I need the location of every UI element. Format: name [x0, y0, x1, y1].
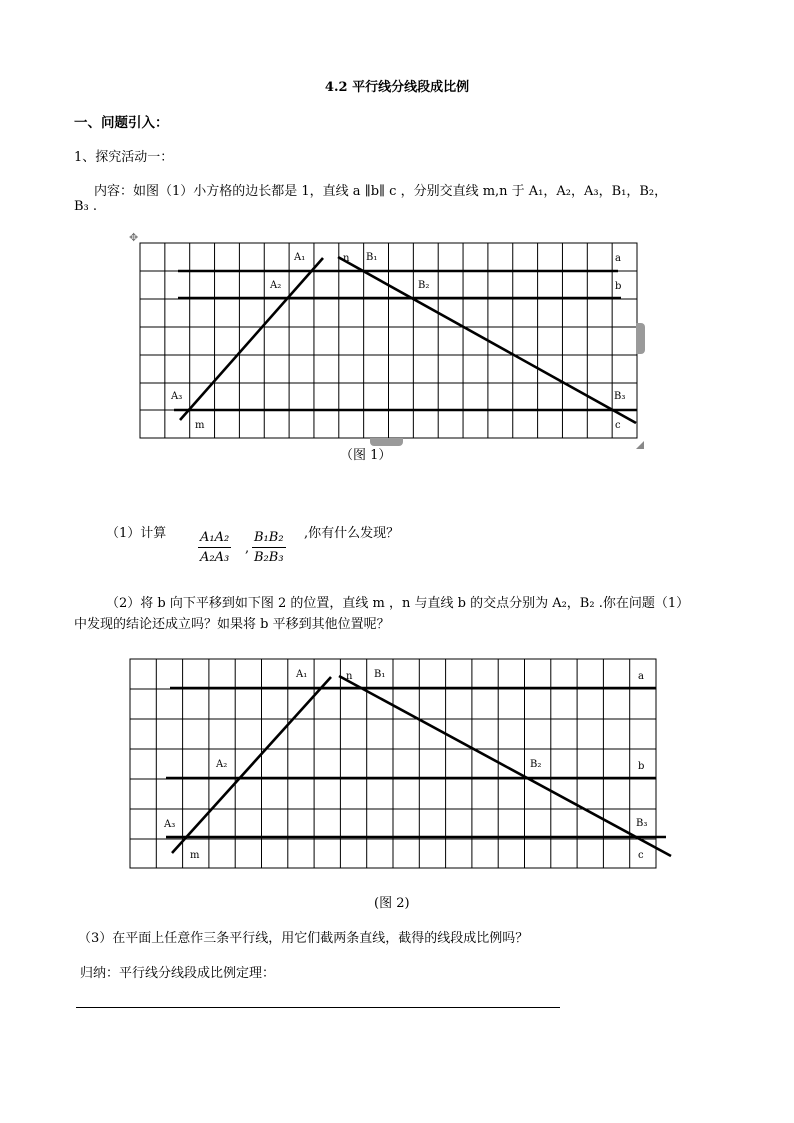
question-2-line2: 中发现的结论还成立吗？如果将 b 平移到其他位置呢？	[74, 617, 390, 632]
fig2-label-a: a	[638, 671, 644, 682]
fig2-line-n	[339, 676, 671, 856]
move-handle-icon[interactable]: ✥	[129, 231, 139, 244]
question-1-prefix: （1）计算	[106, 526, 167, 541]
fig1-label-a: a	[615, 253, 621, 264]
fig2-label-B3: B₃	[636, 818, 648, 829]
fig2-label-B2: B₂	[530, 759, 542, 770]
question-1-suffix: ,你有什么发现？	[304, 526, 400, 541]
section-heading: 一、问题引入：	[74, 115, 169, 131]
question-3: （3）在平面上任意作三条平行线，用它们截两条直线，截得的线段成比例吗？	[78, 931, 529, 946]
fraction-b-ratio	[252, 530, 286, 565]
fig1-line-n	[338, 257, 636, 423]
fig1-label-A2: A₂	[270, 280, 282, 291]
fig2-line-m	[172, 677, 331, 853]
fig2-label-m: m	[190, 850, 200, 861]
fig1-line-m	[180, 258, 323, 420]
activity-heading: 1、探究活动一：	[74, 150, 174, 165]
fraction-b-numerator: B₁B₂	[252, 530, 286, 548]
fraction-separator: ,	[245, 541, 250, 556]
fig2-label-n: n	[346, 671, 353, 682]
answer-blank-line	[76, 1007, 560, 1008]
fraction-a-denominator: A₂A₃	[200, 550, 230, 565]
fig2-label-A1: A₁	[296, 669, 308, 680]
fig1-label-B3: B₃	[614, 391, 626, 402]
fig1-label-B1: B₁	[366, 252, 378, 263]
content-paragraph-line2: B₃ .	[74, 199, 98, 214]
fig1-label-m: m	[195, 420, 205, 431]
resize-corner-icon[interactable]	[636, 441, 644, 449]
question-2-line1: （2）将 b 向下平移到如下图 2 的位置，直线 m ，n 与直线 b 的交点分别为 A₂，B₂ .你在问题（1）	[106, 596, 690, 611]
figure-1-grid	[0, 0, 794, 470]
figure-2-caption: (图 2)	[374, 896, 410, 911]
content-paragraph-line1: 内容：如图（1）小方格的边长都是 1，直线 a ∥b∥ c ，分别交直线 m,n 于 A₁，A₂，A₃，B₁，B₂，	[94, 184, 668, 199]
fig2-label-A2: A₂	[216, 759, 228, 770]
fig1-label-b: b	[615, 281, 622, 292]
fig2-label-B1: B₁	[374, 669, 386, 680]
resize-right-handle-icon[interactable]	[636, 323, 645, 354]
fig2-label-b: b	[638, 761, 645, 772]
fraction-b-denominator: B₂B₃	[254, 550, 284, 565]
fig1-label-A3: A₃	[171, 391, 183, 402]
figure-2-grid	[0, 640, 794, 880]
figure-1-caption: （图 1）	[340, 448, 392, 463]
fig1-label-A1: A₁	[294, 252, 306, 263]
fig1-label-c: c	[615, 420, 621, 431]
summary-heading: 归纳：平行线分线段成比例定理：	[80, 966, 276, 981]
page-title: 4.2 平行线分线段成比例	[324, 80, 470, 95]
fraction-a-ratio	[198, 530, 231, 565]
fig1-label-B2: B₂	[418, 280, 430, 291]
fig1-label-n: n	[343, 253, 350, 264]
fig2-label-A3: A₃	[164, 819, 176, 830]
fraction-a-numerator: A₁A₂	[198, 530, 231, 548]
fig2-label-c: c	[638, 850, 644, 861]
